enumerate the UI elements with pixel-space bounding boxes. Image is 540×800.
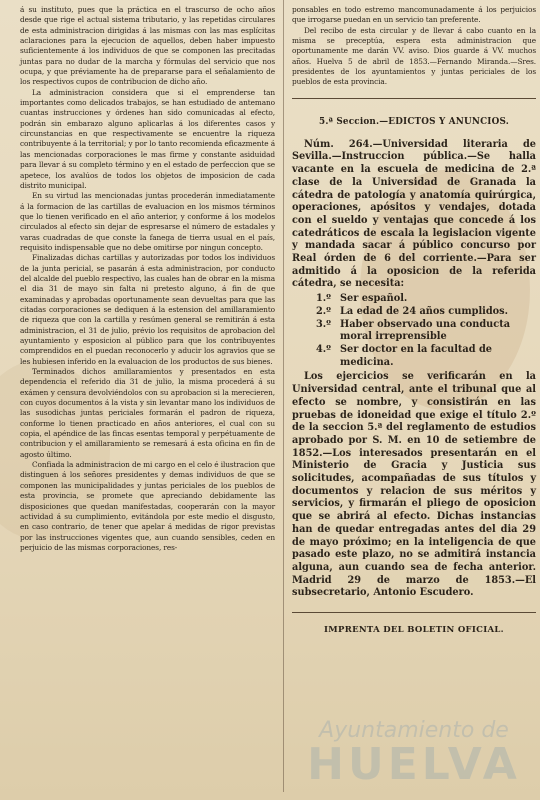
printer-credit: IMPRENTA DEL BOLETIN OFICIAL. [324,625,504,636]
requirement-text: Ser español. [340,293,408,305]
paragraph: ponsables en todo estremo mancomunadamente á los perjuicios que irrogarse puedan en un servicio tan preferente. [292,5,536,25]
requirement-text: Haber observado una conducta moral irreprensible [340,318,511,343]
paragraph: La administracion considera que si el emprenderse tan importantes como delicados trabajos, se han estudiado de antemano cuantas instrucciones y órdenes han sido comunicadas al efecto, podrán sin embarazo alguno aplicarlas á los diferentes casos y circunstancias en que respectivamente se encuentre la riqueza contribuyente á la territorial; y por lo tanto recomienda eficazmente á las mencionadas corporaciones le mas firme y constante asiduidad para llevar á su completo término y en el estado de perfeccion que se apetece, los avalúos de todos los objetos de imposicion de cada distrito municipal. [20,87,275,190]
edict-intro: Núm. 264.—Universidad literaria de Sevilla.—Instruccion pública.—Se halla vacante en la escuela de medicina de 2.ª clase de la Universidad de Granada la cátedra de patología y anatomía quirúrgica, operaciones, apósitos y vendajes, dotada con el sueldo y ventajas que concede á los catedráticos de escala la legislacion vigente y mandada sacar á público concurso por Real órden de 6 del corriente.—Para ser admitido á la oposicion de la referida cátedra, se necesita: [292,138,536,290]
paragraph: Confiada la administracion de mi cargo en el celo é ilustracion que distinguen á los señores presidentes y demas individuos de que se componen las municipalidades y juntas periciales de los pueblos de esta provincia, se promete que apreciando debidamente las disposiciones que quedan manifestadas, cooperarán con la mayor actividad á su cumplimiento, evitándola por este medio el disgusto, en caso contrario, de tener que apelar á medidas de rigor previstas por las instrucciones vigentes que, aun cuando sensibles, ceden en perjuicio de las mismas corporaciones, res- [20,460,275,552]
right-column [292,0,536,800]
paragraph: á su instituto, pues que la práctica en el trascurso de ocho años desde que rige el actual sistema tributario, y las repetidas circulares de esta administracion dirigidas á las mismas con las mas esplícitas aclaraciones para la ejecucion de aquellos, deben haber impuesto suficientemente á los individuos de que se componen las precitadas juntas para no dudar de la marcha y fórmulas del servicio que nos ocupa, y que préviamente ha de prepararse para el señalamiento de los respectivos cupos de contribucion de dicho año. [20,5,275,87]
column-divider [283,0,284,792]
requirement-item [292,344,536,369]
paragraph: Terminados dichos amillaramientos y presentados en esta dependencia el referido dia 31 de julio, la misma procederá á su exámen y censura devolviéndolos con su aprobacion si la merecieren, con cuyos documentos á la vista y sin levantar mano los individuos de las susodichas juntas periciales formarán el padron de riqueza, conforme lo tienen practicado en años anteriores, el cual con su copia, el apéndice de las fincas esentas temporal y perpétuamente de contribucion y el amillaramiento se remesará á esta oficina en fin de agosto último. [20,367,275,459]
paragraph: Finalizadas dichas cartillas y autorizadas por todos los individuos de la junta pericial, se pasarán á esta administracion, por conducto del alcalde del pueblo respectivo, las cuales han de obrar en la misma el dia 31 de mayo sin falta ni pretesto alguno, á fin de que examinadas y aprobadas oportunamente sean devueltas para que las citadas corporaciones se dediquen á la estension del amillaramiento de riqueza que con la cartilla y resúmen general se remitirán á esta administracion, el 31 de julio, prévio los requisitos de aprobacion del ayuntamiento y esposicion al público para que los contribuyentes comprendidos en el puedan reconocerlo y aducir los agravios que se les hubiesen inferido en la evaluacion de los productos de sus bienes. [20,253,275,366]
paragraph: En su virtud las mencionadas juntas procederán inmediatamente á la formacion de las cartillas de evaluacion en los mismos términos que lo tienen verificado en el año anterior, y conforme á los modelos circulados al efecto sin dejar de espresarse el número de estadales y varas cuadradas de que conste la fanega de tierra usual en el país, requisito indispensable que no debe omitirse por ningun concepto. [20,191,275,252]
requirement-text: La edad de 24 años cumplidos. [340,305,509,317]
requirement-text: Ser doctor en la facultad de medicina. [340,344,492,368]
horizontal-rule [292,98,536,99]
paragraph: Del recibo de esta circular y de llevar á cabo cuanto en la misma se preceptúa, espera esta administracion que oportunamente me darán VV. aviso. Dios guarde á VV. muchos años. Huelva 5 de abril de 1853.—Fernando Miranda.—Sres. presidentes de los ayuntamientos y juntas periciales de los pueblos de esta provincia. [292,25,536,87]
edict [292,139,536,600]
requirement-number: 2.º [316,305,332,317]
requirement-number: 4.º [316,344,332,355]
watermark-line: Ayuntamiento de [319,718,509,743]
watermark-line: HUELVA [307,739,521,790]
requirement-number: 1.º [316,293,332,305]
requirement-item [292,293,536,306]
section-title: 5.ª Seccion.—EDICTOS Y ANUNCIOS. [319,116,509,127]
edict-body: Los ejercicios se verificarán en la Universidad central, ante el tribunal que al efecto se nombre, y consistirán en las pruebas de idoneidad que exige el título 2.º de la seccion 5.ª del reglamento de estudios aprobado por S. M. en 10 de setiembre de 1852.—Los interesados presentarán en el Ministerio de Gracia y Justicia sus solicitudes, acompañadas de sus títulos y documentos y relacion de sus méritos y servicios, y firmarán el pliego de oposicion que se abrirá al efecto. Dichas instancias han de quedar entregadas antes del dia 29 de mayo próximo; en la inteligencia de que pasado este plazo, no se admitirá instancia alguna, aun cuando sea de fecha anterior. Madrid 29 de marzo de 1853.—El subsecretario, Antonio Escudero. [292,371,536,599]
requirements-list [292,293,536,369]
requirement-item [292,319,536,344]
requirement-number: 3.º [316,318,332,330]
horizontal-rule [292,612,536,613]
left-column [20,0,275,800]
watermark [292,718,536,790]
requirement-item [292,306,536,319]
